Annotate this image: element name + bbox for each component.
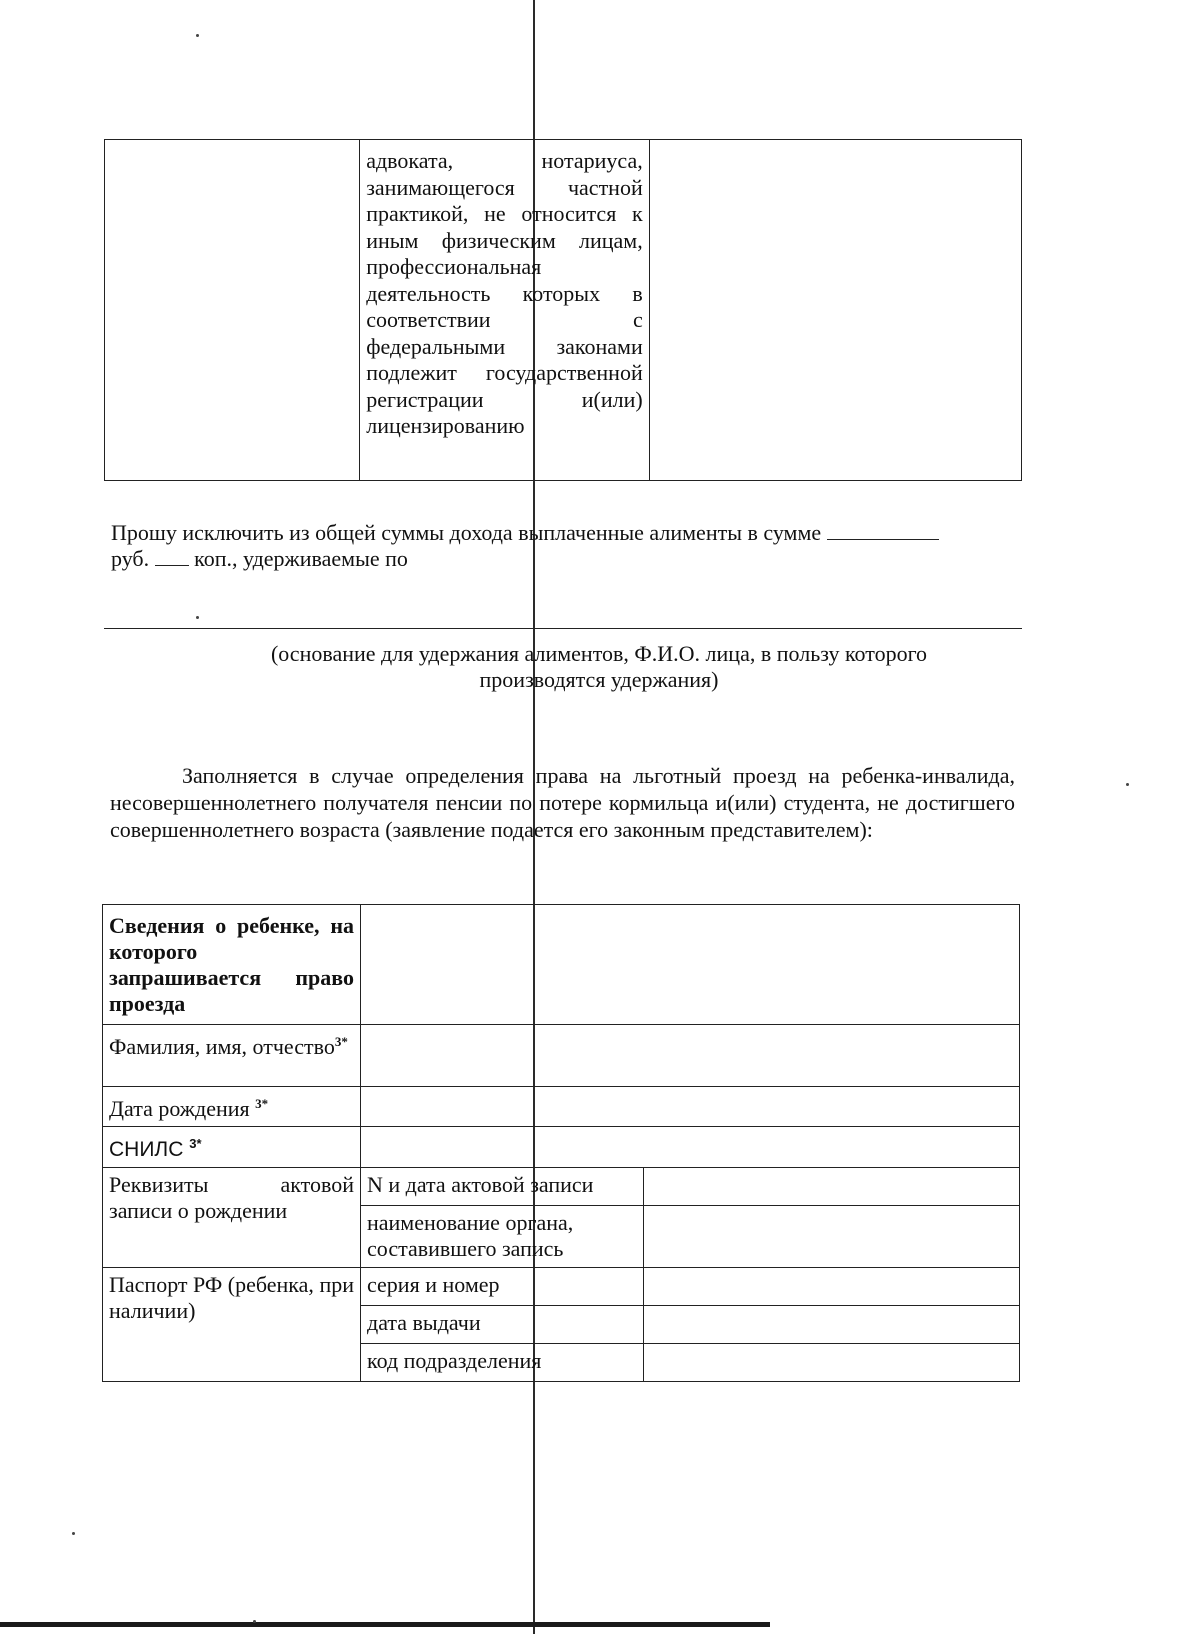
passport-series-label: серия и номер [361,1268,644,1306]
kop-field[interactable] [155,547,189,566]
child-table-header: Сведения о ребенке, на которого запрашивается право проезда [103,905,361,1025]
full-name-label: Фамилия, имя, отчество$^{3*}$ [103,1025,361,1087]
passport-division-code-field[interactable] [644,1344,1020,1382]
birth-record-label: Реквизиты актовой записи о рождении [103,1168,361,1268]
passport-series-field[interactable] [644,1268,1020,1306]
alimony-sum-field[interactable] [827,521,939,540]
scan-speck [196,616,199,619]
rub-label: руб. [111,546,150,571]
scan-speck [1126,783,1129,786]
passport-issue-date-field[interactable] [644,1306,1020,1344]
top-table-middle-cell: адвоката, нотариуса, занимающегося частной практикой, не относится к иным физическим лицам, профессиональная деятельность которых в соответствии с федеральными законами подлежит государственной регистрации и(или) лицензированию [360,140,650,481]
instruction-paragraph: Заполняется в случае определения права на льготный проезд на ребенка-инвалида, несовершеннолетнего получателя пенсии по потере кормильца и(или) студента, не достигшего совершеннолетнего возраста (заявление подается его законным представителем): [110,763,1015,842]
caption-line2: производятся удержания) [479,667,719,692]
birth-record-number-label: N и дата актовой записи [361,1168,644,1206]
alimony-paragraph [111,520,1016,572]
full-name-field[interactable] [361,1025,1020,1087]
scan-speck [196,34,199,37]
birth-record-authority-label: наименование органа, составившего запись [361,1206,644,1268]
birth-record-number-field[interactable] [644,1168,1020,1206]
snils-note: 3* [189,1136,202,1151]
top-table-right-cell [649,140,1021,481]
passport-division-code-label: код подразделения [361,1344,644,1382]
scan-bottom-edge [0,1622,770,1627]
passport-issue-date-label: дата выдачи [361,1306,644,1344]
alimony-line1: Прошу исключить из общей суммы дохода выплаченные алименты в сумме [111,520,822,545]
top-table-left-cell [105,140,360,481]
top-table [104,139,1022,481]
child-info-table [102,904,1020,1382]
caption-line1: (основание для удержания алиментов, Ф.И.О. лица, в пользу которого [270,641,928,666]
alimony-basis-caption [204,641,994,693]
snils-field[interactable] [361,1127,1020,1168]
snils-label: СНИЛС $^{3*}$ [103,1127,361,1168]
scan-speck [253,1620,256,1623]
kop-label: коп., удерживаемые по [194,546,408,571]
passport-label: Паспорт РФ (ребенка, при наличии) [103,1268,361,1382]
scan-speck [72,1532,75,1535]
alimony-basis-line[interactable] [104,628,1022,629]
birth-date-field[interactable] [361,1087,1020,1127]
birth-date-note: 3* [255,1096,269,1111]
birth-record-authority-field[interactable] [644,1206,1020,1268]
birth-date-label: Дата рождения $^{3*}$ [103,1087,361,1127]
child-table-header-value[interactable] [361,905,1020,1025]
full-name-note: 3* [334,1034,348,1049]
